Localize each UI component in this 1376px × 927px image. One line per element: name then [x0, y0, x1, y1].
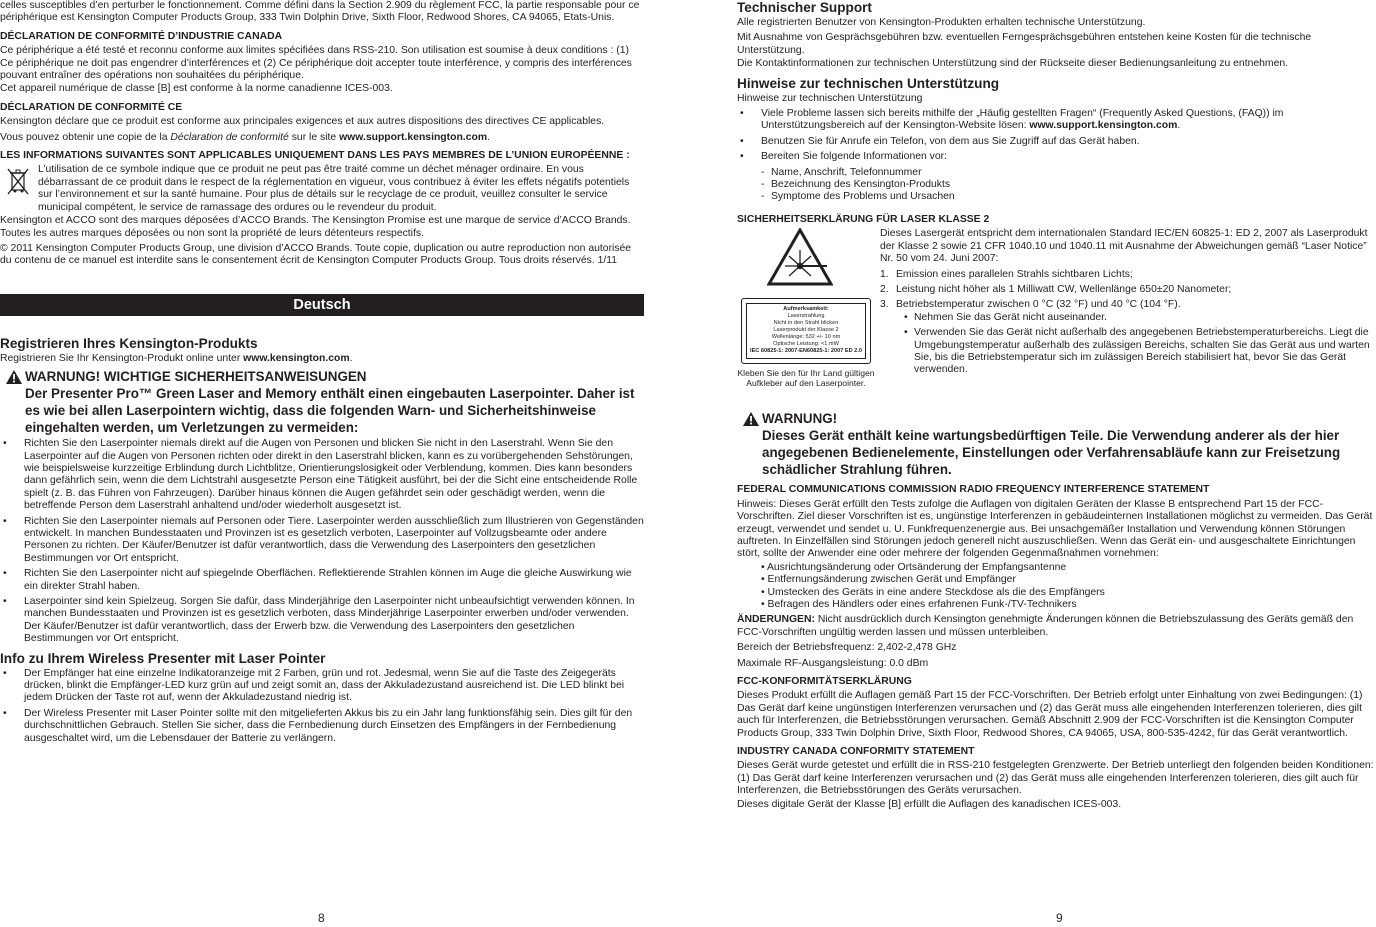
- list-item: • Der Empfänger hat eine einzelne Indikatoranzeige mit 2 Farben, grün und rot. Jedesmal, wenn Sie auf die Taste des Zeigegeräts drücken, blinkt die Empfänger-LED kurz grün auf und zeigt somit an, dass der Akkuladezustand ausreichend ist. Die LED blinkt bei jedem Drücken der Taste rot auf, wenn der Akkuladezustand niedrig ist.: [0, 668, 644, 705]
- rf-output-power: Maximale RF-Ausgangsleistung: 0.0 dBm: [737, 657, 929, 669]
- list-item: • Umstecken des Geräts in eine andere Steckdose als die des Empfängers: [761, 586, 1105, 598]
- hints-title: Hinweise zur technischen Unterstützung: [737, 75, 1000, 91]
- support-p1: Alle registrierten Benutzer von Kensington-Produkten erhalten technische Unterstützung.: [737, 17, 1146, 28]
- laser-intro: Dieses Lasergerät entspricht dem internationalen Standard IEC/EN 60825-1: ED 2, 2007 als Laserprodukt der Klasse 2 sowie 21 CFR 1040.10 und 1040.11 mit Ausnahme der Abweichungen gemäß “Laser Notice” Nr. 50 vom 24. Juni 2007:: [880, 228, 1368, 265]
- list-item: • Benutzen Sie für Anrufe ein Telefon, von dem aus Sie Zugriff auf das Gerät haben.: [737, 136, 1374, 148]
- right-page: [737, 0, 1374, 814]
- service-warning-text: Dieses Gerät enthält keine wartungsbedürftigen Teile. Die Verwendung anderer als der hier angegebenen Bedienelemente, Einstellungen oder Verfahrensabläufe kann zur Freisetzung schädlicher Strahlung führen.: [762, 428, 1341, 478]
- safety-warning-block: [0, 368, 644, 436]
- safety-bullets: [0, 438, 644, 646]
- support-p2: Mit Ausnahme von Gesprächsgebühren bzw. eventuellen Ferngesprächsgebühren entstehen keine Kosten für die technische Unterstützung.: [737, 32, 1312, 56]
- hints-dash-list: [737, 167, 1374, 204]
- hints-bullets: [737, 108, 1374, 164]
- industry-canada-text: Dieses Gerät wurde getestet und erfüllt die in RSS-210 festgelegten Grenzwerte. Der Betrieb unterliegt den folgenden beiden Konditionen: (1) Das Gerät darf keine Interferenzen verursachen und (2) das Gerät muss alle eingehenden Interferenzen tolerieren, dies gilt auch für Interferenzen, die Betriebsstörungen des Geräts verursachen.: [737, 760, 1374, 797]
- list-item: • Befragen des Händlers oder eines erfahrenen Funk-/TV-Technikers: [761, 598, 1077, 610]
- list-item: • Ausrichtungsänderung oder Ortsänderung der Empfangsantenne: [761, 561, 1067, 573]
- laser-sub-bullets: [904, 312, 1374, 377]
- hints-subtitle: Hinweise zur technischen Unterstützung: [737, 92, 923, 104]
- service-warning-title: WARNUNG!: [762, 411, 838, 427]
- canada-text2-fr: Cet appareil numérique de classe [B] est conforme à la norme canadienne ICES-003.: [0, 83, 393, 95]
- language-bar-deutsch: Deutsch: [0, 294, 644, 316]
- register-text: Registrieren Sie Ihr Kensington-Produkt online unter www.kensington.com.: [0, 352, 353, 364]
- ce-text2-fr: Vous pouvez obtenir une copie de la Déclaration de conformité sur le site www.support.kensington.com.: [0, 131, 490, 143]
- laser-label-caption: Kleben Sie den für Ihr Land gültigen Aufkleber auf den Laserpointer.: [737, 368, 875, 389]
- support-link-fr: www.support.kensington.com: [339, 131, 488, 143]
- weee-block: [0, 164, 644, 214]
- service-warning-block: [737, 410, 1374, 478]
- register-title: Registrieren Ihres Kensington-Produkts: [0, 335, 258, 351]
- page-number-right: 9: [1056, 911, 1063, 925]
- list-item: 1. Emission eines parallelen Strahls sichtbaren Lichts;: [880, 268, 1133, 280]
- laser-warning-label: Aufmerksamkeit: Laserstrahlung Nicht in den Strahl blicken Laserprodukt der Klasse 2 Wellenlänge: 532 +/- 10 nm Optische Leistung: <1 mW IEC 60825-1: 2007-EN60825-1: 2007 ED 2.0: [741, 298, 871, 364]
- eu-title-fr: LES INFORMATIONS SUIVANTES SONT APPLICABLES UNIQUEMENT DANS LES PAYS MEMBRES DE L’UNION EUROPÉENNE :: [0, 150, 630, 162]
- copyright-fr: © 2011 Kensington Computer Products Group, une division d’ACCO Brands. Toute copie, duplication ou autre reproduction non autorisée du contenu de ce manuel est interdite sans le consentement écrit de Kensington Computer Products Group. Tous droits réservés. 1/11: [0, 242, 632, 267]
- list-item: - Symptome des Problems und Ursachen: [761, 191, 1374, 203]
- list-item: • Richten Sie den Laserpointer niemals direkt auf die Augen von Personen und blicken Sie nicht in den Laserstrahl. Wenn Sie den Laserpointer auf die Augen von Personen richten oder direkt in den Laserstrahl blicken, kann es zu vorübergehenden Sehstörungen, wie beispielsweise kurzzeitige Erblindung durch Lichtblitze, Orientierungslosigkeit oder Verblendung, kommen. Dies kann besonders dann gefährlich sein, wenn die dem Lichtstrahl ausgesetzte Person eine Tätigkeit ausführt, bei der die Sicht eine entscheidende Rolle spielt (z. B. das Führen von Fahrzeugen). Darüber hinaus können die Augen gefährdet sein oder geschädigt werden, wenn die betreffende Person dem Laserstrahl anhaltend und/oder wiederholt ausgesetzt ist.: [0, 438, 644, 512]
- list-item: • Entfernungsänderung zwischen Gerät und Empfänger: [761, 574, 1016, 586]
- fcc-conformity-text: Dieses Produkt erfüllt die Auflagen gemäß Part 15 der FCC-Vorschriften. Der Betrieb erfolgt unter Einhaltung von zwei Bedingungen: (1) Das Gerät darf keine ungünstigen Interferenzen verursachen und (2) das Gerät muss alle eingehenden Interferenzen tolerieren, dies gilt auch für Interferenzen, die Betriebsstörungen verursachen. Gemäß Abschnitt 2.909 der FCC-Vorschriften ist die Kensington Computer Products Group, 333 Twin Dolphin Drive, Sixth Floor, Redwood Shores, CA 94065, USA, 800-535-4242, für das Gerät verantwortlich.: [737, 690, 1363, 739]
- warning-triangle-icon: [6, 370, 22, 384]
- industry-canada-title: INDUSTRY CANADA CONFORMITY STATEMENT: [737, 746, 975, 757]
- list-item: 2. Leistung nicht höher als 1 Milliwatt CW, Wellenlänge 650±20 Nanometer;: [880, 283, 1232, 295]
- laser-figures: [737, 228, 880, 406]
- ce-title-fr: DÉCLARATION DE CONFORMITÉ CE: [0, 101, 183, 113]
- page-number-left: 8: [318, 911, 325, 925]
- support-title: Technischer Support: [737, 0, 872, 15]
- laser-hazard-icon: [767, 228, 833, 286]
- canada-text-fr: Ce périphérique a été testé et reconnu conforme aux limites spécifiées dans RSS-210. Son utilisation est soumise à deux conditions : (1) Ce périphérique ne doit pas engendrer d’interférences et (2) Ce périphérique doit accepter toute interférence, y compris des interférences pouvant entraîner des opérations non souhaitées du périphérique.: [0, 45, 632, 82]
- fcc-conformity-title: FCC-KONFORMITÄTSERKLÄRUNG: [737, 675, 912, 687]
- fcc-intro-fr: celles susceptibles d’en perturber le fonctionnement. Comme défini dans la Section 2.909 du règlement FCC, la partie responsable pour ce périphérique est Kensington Computer Products Group, 333 Twin Dolphin Drive, Sixth Floor, Redwood Shores, CA 94065, Etats-Unis.: [0, 0, 640, 24]
- changes-text: ÄNDERUNGEN: Nicht ausdrücklich durch Kensington genehmigte Änderungen können die Betriebszulassung des Geräts gemäß den FCC-Vorschriften ungültig werden lassen und müssen unterbleiben.: [737, 614, 1354, 638]
- list-item: - Name, Anschrift, Telefonnummer: [761, 167, 1374, 179]
- list-item: • Laserpointer sind kein Spielzeug. Sorgen Sie dafür, dass Minderjährige den Laserpointer nicht unbeaufsichtigt verwenden können. In manchen Bundesstaaten und Provinzen ist es gesetzlich verboten, dass Minderjährige Laserpointer erwerben und/oder verwenden. Der Käufer/Benutzer ist dafür verantwortlich, dass der Erwerb bzw. die Verwendung des Laserpointers den gesetzlichen Bestimmungen vor Ort entspricht.: [0, 596, 644, 646]
- fcc-text: Hinweis: Dieses Gerät erfüllt den Tests zufolge die Auflagen von digitalen Geräten der Klasse B entsprechend Part 15 der FCC-Vorschriften. Ziel dieser Vorschriften ist es, ungünstige Interferenzen in gebäudeinternen Installationen möglichst zu vermeiden. Das Gerät erzeugt, verwendet und sendet u. U. Funkfrequenzenergie aus. Bei unsachgemäßer Installation und Verwendung können Störungen auftreten. In Einzelfällen sind Störungen jedoch generell nicht auszuschließen. Wenn das Gerät ein- und ausgeschaltete Einrichtungen stört, sollte der Anwender eine oder mehrere der folgenden Gegenmaßnahmen vornehmen:: [737, 498, 1373, 560]
- warning-triangle-icon: [743, 412, 759, 426]
- list-item: • Bereiten Sie folgende Informationen vor:: [737, 151, 1374, 163]
- crossed-bin-icon: [4, 166, 32, 196]
- list-item: • Nehmen Sie das Gerät nicht auseinander.: [904, 312, 1374, 324]
- fcc-measures: [737, 562, 1374, 612]
- support-p3: Die Kontaktinformationen zur technischen Unterstützung sind der Rückseite dieser Bedienungsanleitung zu entnehmen.: [737, 58, 1289, 70]
- fcc-title: FEDERAL COMMUNICATIONS COMMISSION RADIO FREQUENCY INTERFERENCE STATEMENT: [737, 484, 1210, 496]
- list-item: • Richten Sie den Laserpointer nicht auf spiegelnde Oberflächen. Reflektierende Strahlen können im Auge die gleiche Auswirkung wie ein direkter Strahl haben.: [0, 568, 644, 593]
- list-item: • Der Wireless Presenter mit Laser Pointer sollte mit den mitgelieferten Akkus bis zu ein Jahr lang funktionsfähig sein. Dies gilt für den durchschnittlichen Gebrauch. Stellen Sie sicher, dass die Fernbedienung durch Einsetzen des Empfängers in der Fernbedienung ausgeschaltet wird, um die Lebensdauer der Batterie zu verlängern.: [0, 708, 644, 745]
- laser-text: [880, 228, 1374, 406]
- register-link: www.kensington.com: [243, 352, 350, 364]
- laser-section: [737, 228, 1374, 406]
- presenter-info-bullets: [0, 668, 644, 745]
- support-link: www.support.kensington.com: [1029, 120, 1178, 132]
- list-item: - Bezeichnung des Kensington-Produkts: [761, 179, 1374, 191]
- frequency-range: Bereich der Betriebsfrequenz: 2,402-2,478 GHz: [737, 642, 957, 654]
- safety-warning-text: Der Presenter Pro™ Green Laser and Memory enthält einen eingebauten Laserpointer. Daher ist es wie bei allen Laserpointern wichtig, dass die folgenden Warn- und Sicherheitshinweise eingehalten werden, um Verletzungen zu vermeiden:: [25, 386, 635, 436]
- laser-safety-title: SICHERHEITSERKLÄRUNG FÜR LASER KLASSE 2: [737, 213, 990, 225]
- list-item: • Richten Sie den Laserpointer niemals auf Personen oder Tiere. Laserpointer werden ausschließlich zum Illustrieren von Gegenständen entwickelt. In manchen Bundesstaaten und Provinzen ist es gesetzlich verboten, Laserpointer auf Vollzugsbeamte oder andere Personen zu richten. Der Käufer/Benutzer ist dafür verantwortlich, dass die Verwendung des Laserpointers den gesetzlichen Bestimmungen vor Ort entspricht.: [0, 516, 644, 566]
- laser-items: [880, 269, 1374, 377]
- ce-text-fr: Kensington déclare que ce produit est conforme aux principales exigences et aux autres dispositions des directives CE applicables.: [0, 116, 605, 128]
- list-item: 3. Betriebstemperatur zwischen 0 °C (32 °F) und 40 °C (104 °F). • Nehmen Sie das Gerät nicht auseinander. • Verwenden Sie das Gerät nicht außerhalb des angegebenen Betriebstemperaturbereichs. Liegt die Umgebungstemperatur außerhalb des zulässigen Bereichs, schalten Sie das Gerät aus und warten Sie, bis die Betriebstemperatur sich im zulässigen Bereich stabilisiert hat, bevor Sie das Gerät verwenden.: [880, 299, 1374, 376]
- presenter-info-title: Info zu Ihrem Wireless Presenter mit Laser Pointer: [0, 650, 326, 666]
- safety-warning-title: WARNUNG! WICHTIGE SICHERHEITSANWEISUNGEN: [25, 369, 367, 385]
- industry-canada-text2: Dieses digitale Gerät der Klasse [B] erfüllt die Auflagen des kanadischen ICES-003.: [737, 798, 1122, 810]
- list-item: • Viele Probleme lassen sich bereits mithilfe der „Häufig gestellten Fragen“ (Frequently Asked Questions, (FAQ)) im Unterstützungsbereich auf der Kensington-Website lösen: www.support.kensington.com.: [737, 108, 1374, 133]
- left-page: [0, 0, 644, 748]
- eu-text-fr: L’utilisation de ce symbole indique que ce produit ne peut pas être traité comme un déchet ménager ordinaire. En vous débarrassant de ce produit dans le respect de la réglementation en vigueur, vous contribuez à éviter les effets négatifs potentiels sur l’environnement et sur la santé humaine. Pour plus de détails sur le recyclage de ce produit, veuillez consulter le service municipal compétent, le service de ramassage des ordures ou le revendeur du produit.: [38, 164, 630, 213]
- list-item: • Verwenden Sie das Gerät nicht außerhalb des angegebenen Betriebstemperaturbereichs. Liegt die Umgebungstemperatur außerhalb des zulässigen Bereichs, schalten Sie das Gerät aus und warten Sie, bis die Betriebstemperatur sich im zulässigen Bereich stabilisiert hat, bevor Sie das Gerät verwenden.: [904, 327, 1374, 377]
- trademark-text-fr: Kensington et ACCO sont des marques déposées d’ACCO Brands. The Kensington Promise est une marque de service d’ACCO Brands. Toutes les autres marques déposées ou non sont la propriété de leurs détenteurs respectifs.: [0, 215, 631, 239]
- canada-title-fr: DÉCLARATION DE CONFORMITÉ D’INDUSTRIE CANADA: [0, 30, 283, 42]
